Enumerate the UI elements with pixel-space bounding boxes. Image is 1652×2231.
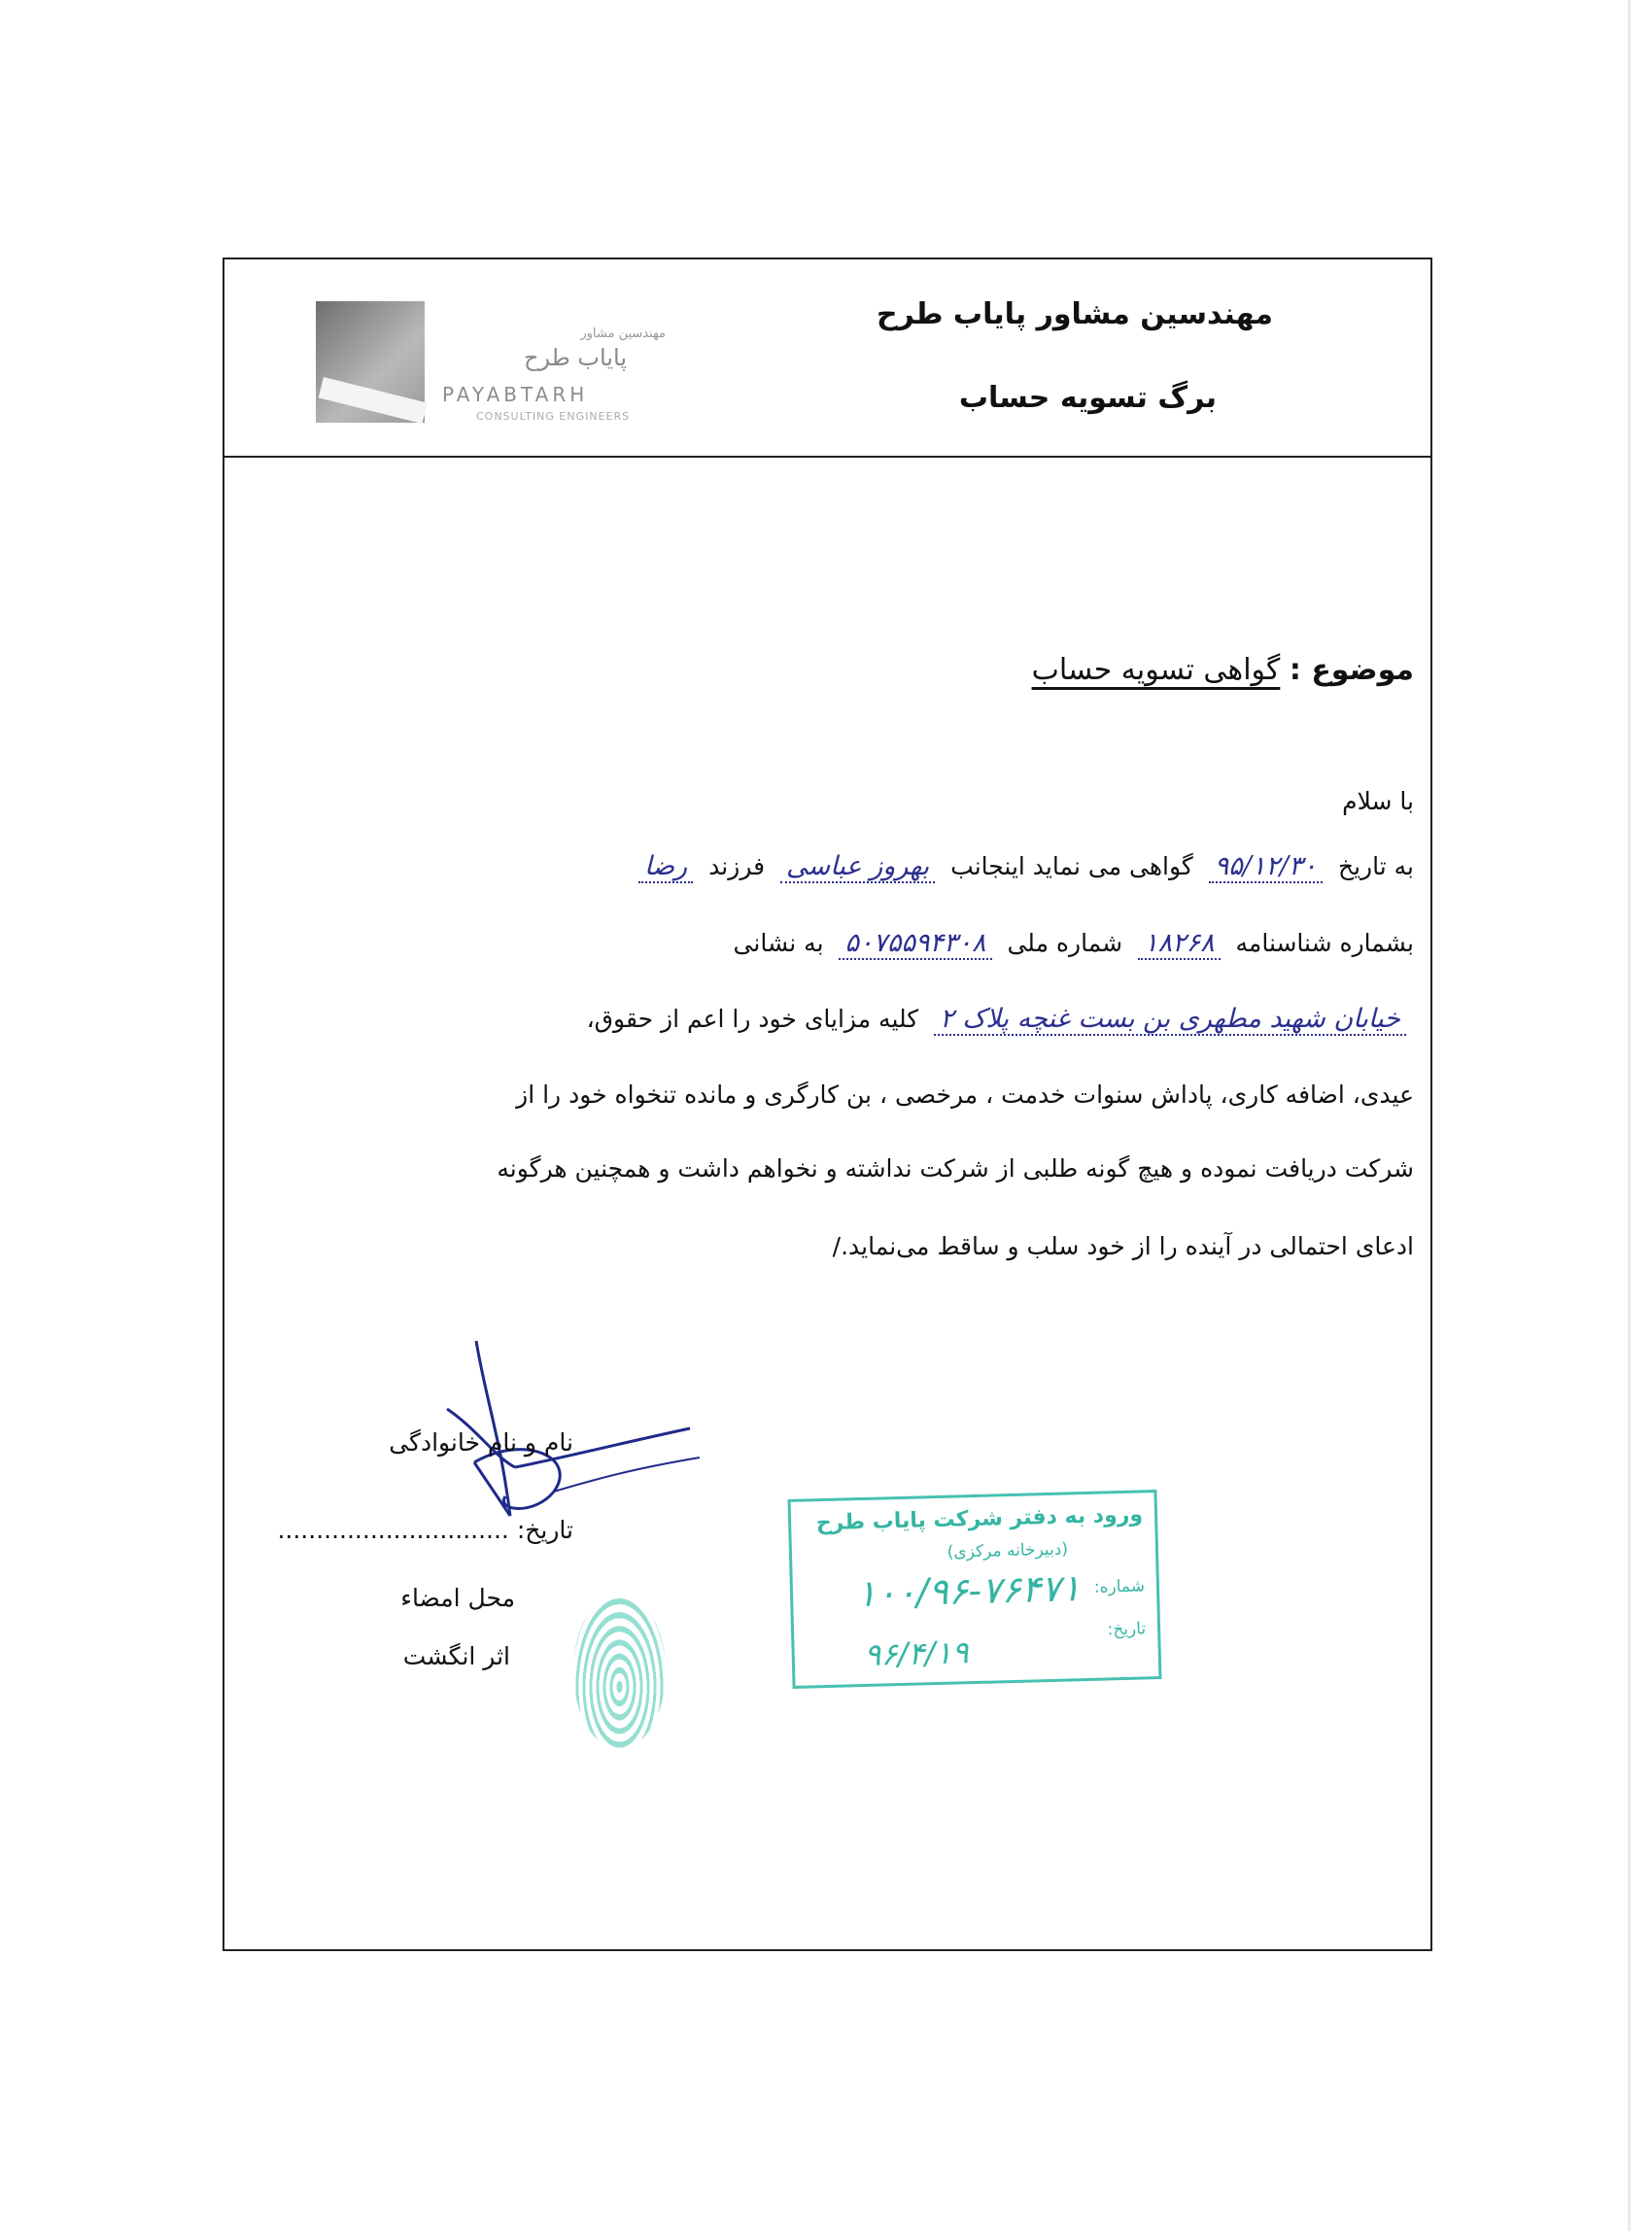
date-line xyxy=(277,1516,573,1544)
national-id-value: ۵۰۷۵۵۹۴۳۰۸ xyxy=(839,928,991,960)
stamp-number-value: ۱۰۰/۹۶-۷۶۴۷۱ xyxy=(855,1566,1082,1616)
company-logo xyxy=(316,301,666,428)
national-id-label: شماره ملی xyxy=(1007,929,1123,957)
header-divider xyxy=(223,456,1432,458)
body-line-4: عیدی، اضافه کاری، پاداش سنوات خدمت ، مرخصی ، بن کارگری و مانده تنخواه خود را از xyxy=(516,1081,1414,1109)
sign-place-label: محل امضاء xyxy=(400,1584,515,1612)
company-name: مهندسین مشاور پایاب طرح xyxy=(876,297,1273,331)
logo-fa-name: پایاب طرح xyxy=(523,344,627,371)
address-value: خیابان شهید مطهری بن بست غنچه پلاک ۲ xyxy=(934,1004,1406,1036)
fingerprint-label: اثر انگشت xyxy=(402,1642,510,1670)
stamp-title: ورود به دفتر شرکت پایاب طرح xyxy=(815,1502,1144,1536)
stamp-subtitle: (دبیرخانه مرکزی) xyxy=(946,1539,1069,1562)
body-line-1 xyxy=(631,851,1414,883)
registry-stamp xyxy=(788,1490,1162,1689)
child-of-label: فرزند xyxy=(708,852,766,880)
form-title: برگ تسویه حساب xyxy=(958,381,1217,415)
father-name-value: رضا xyxy=(638,851,693,883)
benefits-text: کلیه مزایای خود را اعم از حقوق، xyxy=(586,1005,919,1033)
stamp-date-label: تاریخ: xyxy=(1107,1619,1147,1640)
address-label: به نشانی xyxy=(733,929,824,957)
id-value: ۱۸۲۶۸ xyxy=(1138,928,1221,960)
logo-en-name: PAYABTARH xyxy=(442,383,589,406)
date-dots: .............................. xyxy=(277,1516,509,1544)
logo-fa-small: مهندسین مشاور xyxy=(580,326,666,341)
name-label: نام و نام خانوادگی xyxy=(389,1428,573,1457)
body-line-5: شرکت دریافت نموده و هیچ گونه طلبی از شرکت نداشته و نخواهم داشت و همچنین هرگونه xyxy=(497,1154,1414,1183)
date-prefix: به تاریخ xyxy=(1337,852,1414,880)
stamp-number-label: شماره: xyxy=(1093,1576,1146,1597)
body-line-2 xyxy=(734,928,1414,960)
subject-value: گواهی تسویه حساب xyxy=(1031,653,1281,687)
subject-label: موضوع : xyxy=(1289,653,1414,687)
id-label: بشماره شناسنامه xyxy=(1235,929,1414,957)
body-line-6: ادعای احتمالی در آینده را از خود سلب و ساقط می‌نماید./ xyxy=(832,1232,1414,1260)
logo-en-sub: CONSULTING ENGINEERS xyxy=(476,410,631,423)
certify-text: گواهی می نماید اینجانب xyxy=(950,852,1193,880)
stamp-date-value: ۹۶/۴/۱۹ xyxy=(863,1633,970,1673)
greeting: با سلام xyxy=(1342,787,1414,815)
fingerprint-icon xyxy=(573,1594,666,1749)
scan-edge xyxy=(1628,0,1631,2231)
date-value: ۹۵/۱۲/۳۰ xyxy=(1209,851,1323,883)
date-label: تاریخ: xyxy=(516,1516,573,1544)
body-line-3 xyxy=(587,1004,1414,1036)
name-value: بهروز عباسی xyxy=(780,851,935,883)
subject xyxy=(1032,653,1414,687)
